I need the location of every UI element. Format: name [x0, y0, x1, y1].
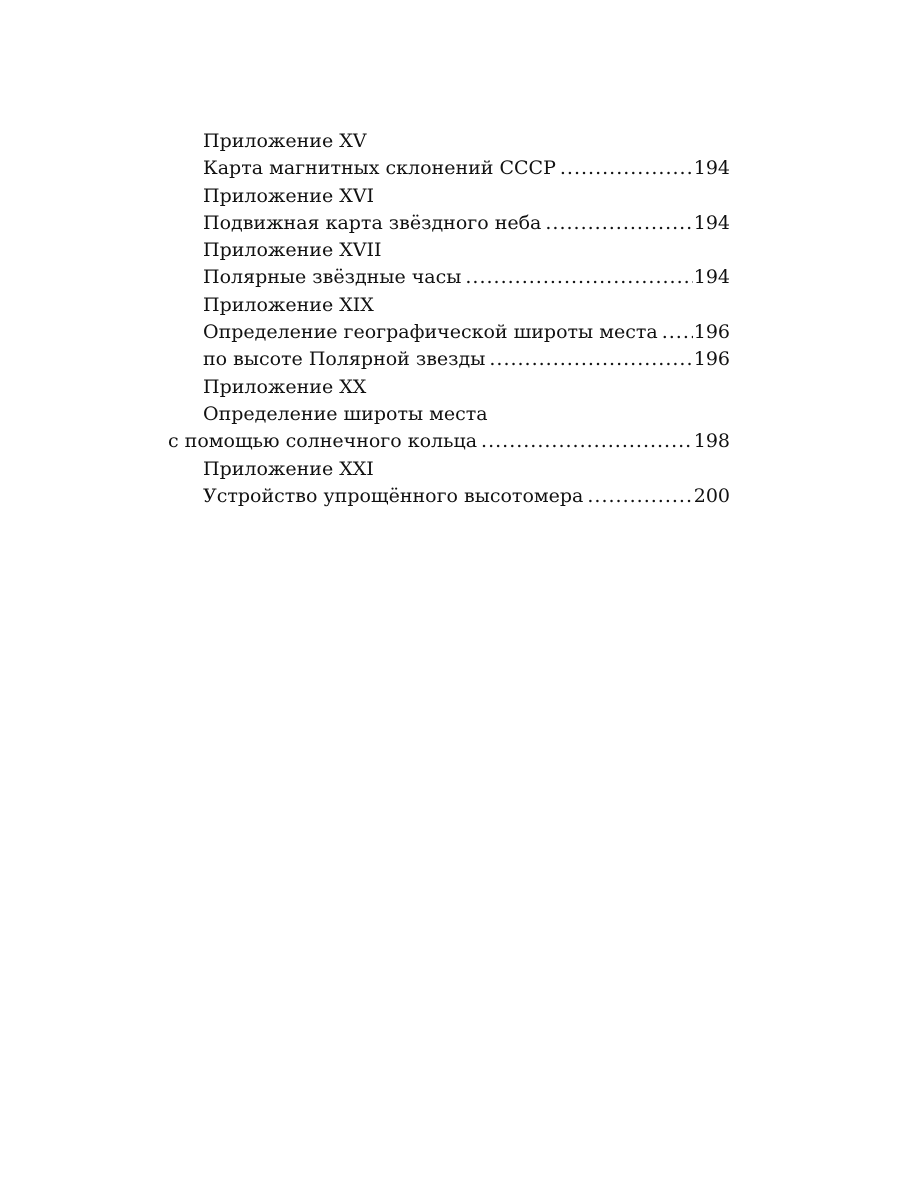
dot-leader — [465, 264, 692, 291]
toc-entry[interactable] — [168, 210, 730, 237]
appendix-xvi-heading: Приложение XVI — [203, 184, 374, 207]
toc-entry[interactable] — [168, 155, 730, 182]
toc-entry[interactable] — [168, 319, 730, 346]
appendix-xx-heading: Приложение XX — [203, 375, 367, 398]
toc-entry[interactable] — [168, 483, 730, 510]
toc-entry-title: Карта магнитных склонений СССР — [203, 157, 556, 180]
appendix-xxi-heading: Приложение XXI — [203, 457, 374, 480]
toc-entry-title: Определение географической широты места — [203, 321, 658, 344]
toc-entry-title: Подвижная карта звёздного неба — [203, 211, 542, 234]
toc-entry[interactable] — [168, 346, 730, 373]
toc-entry[interactable] — [168, 428, 730, 455]
toc-entry-page: 196 — [693, 348, 730, 371]
appendix-xv-heading: Приложение XV — [203, 130, 367, 152]
toc-entry-page: 200 — [693, 484, 730, 507]
dot-leader — [489, 346, 692, 373]
dot-leader — [481, 428, 693, 455]
toc-entry-page: 194 — [693, 211, 730, 234]
toc-entry[interactable] — [168, 264, 730, 291]
appendix-xix-heading: Приложение XIX — [203, 293, 374, 316]
toc-entry-title: Устройство упрощённого высотомера — [203, 484, 584, 507]
toc-entry-page: 196 — [693, 321, 730, 344]
table-of-contents — [168, 128, 730, 510]
appendix-xvii-heading: Приложение XVII — [203, 239, 382, 262]
toc-entry-title: Полярные звёздные часы — [203, 266, 462, 289]
toc-entry-title: по высоте Полярной звезды — [203, 348, 486, 371]
dot-leader — [662, 319, 693, 346]
dot-leader — [560, 155, 693, 182]
dot-leader — [545, 210, 692, 237]
toc-entry-title-line[interactable]: Определение широты места — [203, 402, 488, 425]
toc-entry-page: 198 — [693, 430, 730, 453]
toc-entry-title: с помощью солнечного кольца — [168, 430, 478, 453]
dot-leader — [587, 483, 692, 510]
toc-entry-page: 194 — [693, 266, 730, 289]
toc-entry-page: 194 — [693, 157, 730, 180]
